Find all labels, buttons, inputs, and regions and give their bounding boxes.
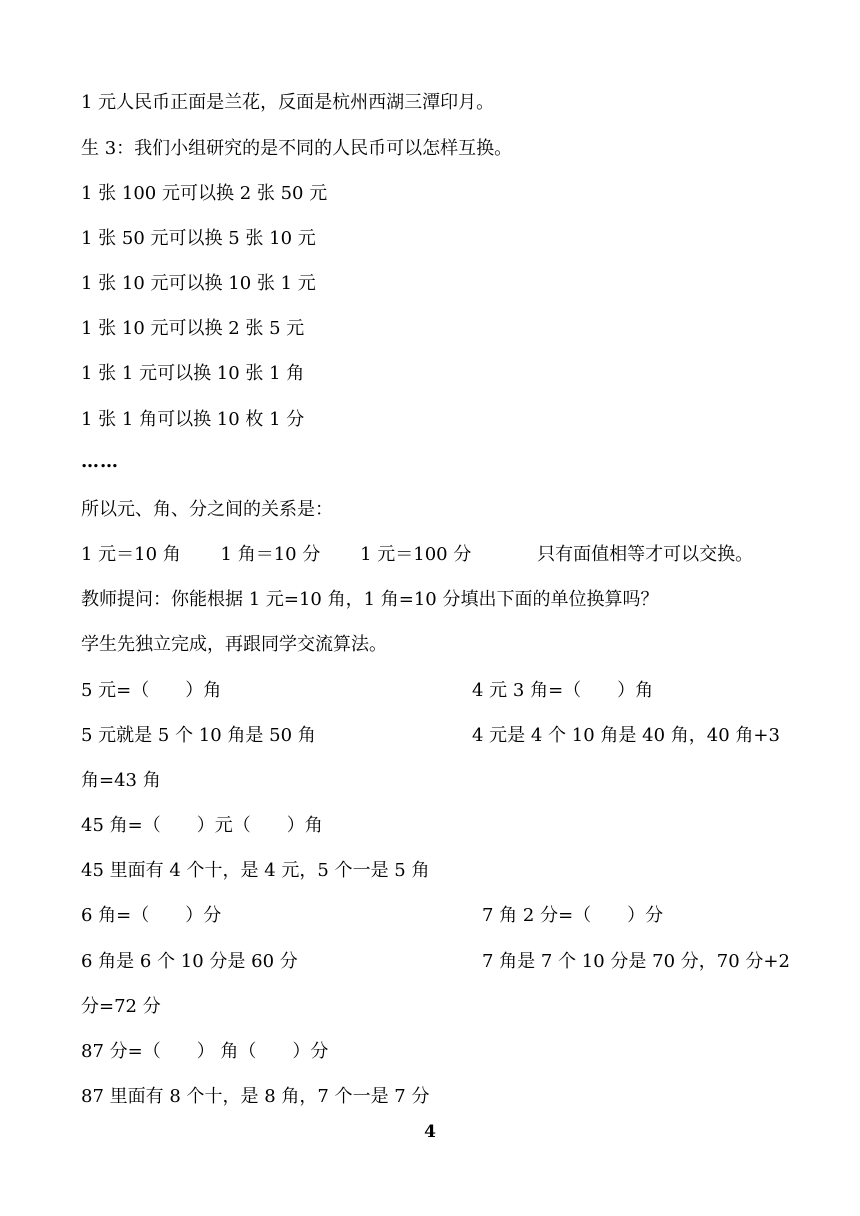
- text-line: 生 3：我们小组研究的是不同的人民币可以怎样互换。: [81, 138, 513, 159]
- text-line: 1 张 1 角可以换 10 枚 1 分: [81, 409, 305, 430]
- answer-3b: 7 角是 7 个 10 分是 70 分，70 分+2: [482, 951, 790, 972]
- question-4: 87 分=（ ） 角（ ）分: [81, 1041, 329, 1062]
- text-line: 教师提问：你能根据 1 元=10 角，1 角=10 分填出下面的单位换算吗？: [81, 589, 659, 610]
- text-line: 1 张 10 元可以换 2 张 5 元: [81, 318, 305, 339]
- question-3b: 7 角 2 分=（ ）分: [482, 905, 664, 926]
- answer-1b-continued: 角=43 角: [81, 770, 161, 791]
- exchange-rule: 只有面值相等才可以交换。: [537, 544, 754, 565]
- question-1a: 5 元=（ ）角: [81, 680, 222, 701]
- answer-1b: 4 元是 4 个 10 角是 40 角，40 角+3: [472, 725, 780, 746]
- text-line: 1 张 50 元可以换 5 张 10 元: [81, 228, 316, 249]
- answer-3a: 6 角是 6 个 10 分是 60 分: [81, 951, 298, 972]
- text-line: 1 张 100 元可以换 2 张 50 元: [81, 183, 328, 204]
- answer-4: 87 里面有 8 个十，是 8 角，7 个一是 7 分: [81, 1086, 430, 1107]
- ellipsis: ……: [81, 451, 119, 472]
- text-line: 学生先独立完成，再跟同学交流算法。: [81, 634, 387, 655]
- answer-2: 45 里面有 4 个十，是 4 元，5 个一是 5 角: [81, 860, 430, 881]
- text-line: 所以元、角、分之间的关系是：: [81, 499, 333, 520]
- question-1b: 4 元 3 角=（ ）角: [472, 680, 654, 701]
- answer-1a: 5 元就是 5 个 10 角是 50 角: [81, 725, 316, 746]
- question-2: 45 角=（ ）元（ ）角: [81, 815, 323, 836]
- relation-line: [81, 543, 753, 567]
- text-line: 1 张 1 元可以换 10 张 1 角: [81, 363, 305, 384]
- relation-jiao-fen: 1 角＝10 分: [220, 544, 321, 565]
- relation-yuan-jiao: 1 元＝10 角: [81, 544, 181, 565]
- question-3a: 6 角=（ ）分: [81, 905, 222, 926]
- text-line: 1 张 10 元可以换 10 张 1 元: [81, 273, 316, 294]
- relation-yuan-fen: 1 元＝100 分: [360, 544, 472, 565]
- page-number: 4: [424, 1122, 436, 1142]
- answer-3b-continued: 分=72 分: [81, 996, 161, 1017]
- text-line: 1 元人民币正面是兰花，反面是杭州西湖三潭印月。: [81, 92, 495, 113]
